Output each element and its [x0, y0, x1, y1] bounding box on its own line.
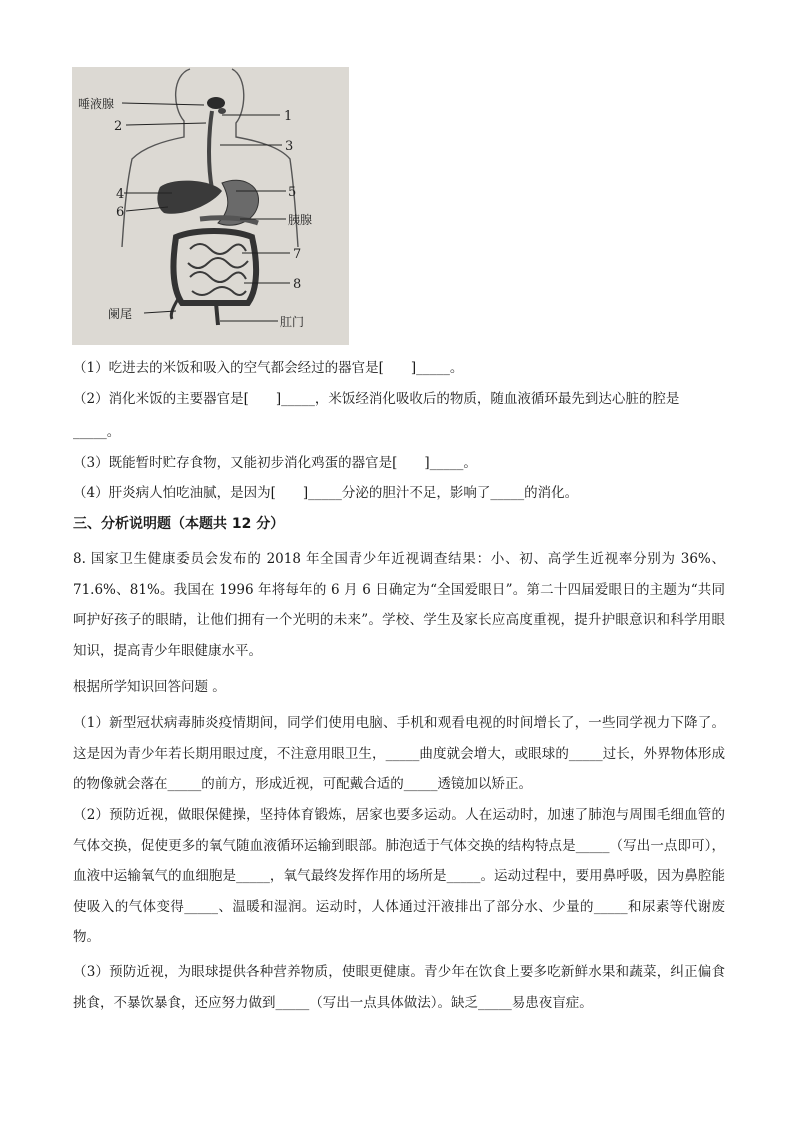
label-pancreas: 胰腺 [288, 213, 313, 227]
appendix-shape [171, 299, 178, 319]
label-appendix: 阑尾 [108, 307, 133, 321]
question-7-part-2: （2）消化米饭的主要器官是[ ]_____，米饭经消化吸收后的物质，随血液循环最先到达心脏的腔是 [73, 391, 680, 407]
label-8: 8 [293, 277, 302, 292]
label-3: 3 [285, 139, 294, 154]
label-2: 2 [114, 119, 123, 134]
question-7-part-1: （1）吃进去的米饭和吸入的空气都会经过的器官是[ ]_____。 [73, 360, 464, 376]
label-1: 1 [284, 109, 293, 124]
question-8-intro: 8. 国家卫生健康委员会发布的 2018 年全国青少年近视调查结果：小、初、高学生近视率分别为 36%、71.6%、81%。我国在 1996 年将每年的 6 月 6 日确定为“全国爱眼日”。第二十四届爱眼日的主题为“共同呵护好孩子的眼睛，让他们拥有一个光明的未来”。学校、学生及家长应高度重视，提升护眼意识和科学用眼知识，提高青少年眼健康水平。 [73, 551, 725, 659]
label-7: 7 [293, 247, 302, 262]
oral-cavity-shape [207, 97, 225, 109]
esophagus-shape [209, 111, 212, 189]
digestive-system-diagram [72, 67, 349, 345]
question-8-part-3: （3）预防近视，为眼球提供各种营养物质，使眼更健康。青少年在饮食上要多吃新鲜水果和蔬菜，纠正偏食挑食，不暴饮暴食，还应努力做到_____（写出一点具体做法）。缺乏_____易患夜盲症。 [73, 964, 725, 1011]
label-salivary-gland: 唾液腺 [78, 97, 115, 111]
label-5: 5 [288, 185, 297, 200]
label-6: 6 [116, 205, 125, 220]
label-4: 4 [116, 187, 125, 202]
rectum-shape [216, 303, 218, 325]
pharynx-shape [218, 108, 226, 114]
question-8-prompt: 根据所学知识回答问题 。 [73, 679, 226, 695]
section-title: 三、分析说明题（本题共 12 分） [73, 516, 285, 532]
question-8-part-2: （2）预防近视，做眼保健操，坚持体育锻炼，居家也要多运动。人在运动时，加速了肺泡与周围毛细血管的气体交换，促使更多的氧气随血液循环运输到眼部。肺泡适于气体交换的结构特点是_____（写出一点即可），血液中运输氧气的血细胞是_____，氧气最终发挥作用的场所是_____。运动过程中，要用鼻呼吸，因为鼻腔能使吸入的气体变得_____、温暖和湿润。运动时，人体通过汗液排出了部分水、少量的_____和尿素等代谢废物。 [73, 807, 725, 945]
question-8-part-1: （1）新型冠状病毒肺炎疫情期间，同学们使用电脑、手机和观看电视的时间增长了，一些同学视力下降了。这是因为青少年若长期用眼过度，不注意用眼卫生，_____曲度就会增大，或眼球的_____过长，外界物体形成的物像就会落在_____的前方，形成近视，可配戴合适的_____透镜加以矫正。 [73, 715, 725, 792]
digestive-system-figure [72, 67, 349, 345]
question-7-part-2-continued: _____。 [73, 424, 121, 440]
label-anus: 肛门 [280, 315, 305, 329]
question-7-part-3: （3）既能暂时贮存食物，又能初步消化鸡蛋的器官是[ ]_____。 [73, 455, 477, 471]
question-7-part-4: （4）肝炎病人怕吃油腻，是因为[ ]_____分泌的胆汁不足，影响了_____的消化。 [73, 485, 579, 501]
leader-lines [122, 103, 293, 321]
liver-shape [157, 181, 222, 214]
small-intestine-shape [188, 244, 248, 295]
